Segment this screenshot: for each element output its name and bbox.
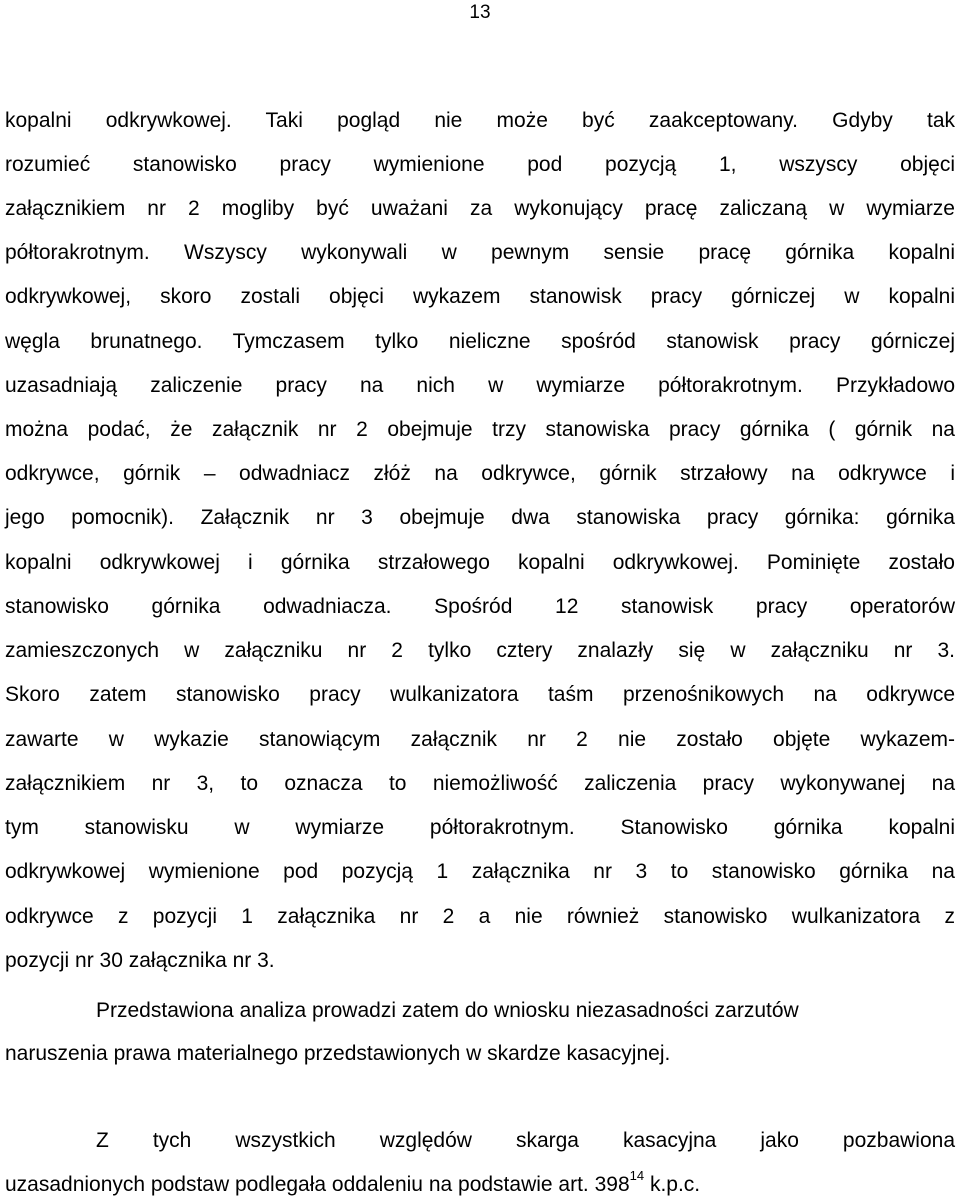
text-line: pozycji nr 30 załącznika nr 3. [5, 949, 275, 972]
text-line: odkrywce, górnik – odwadniacz złóż na odkrywce, górnik strzałowy na odkrywce i [5, 462, 955, 485]
text-line: uzasadniają zaliczenie pracy na nich w wymiarze półtorakrotnym. Przykładowo [5, 374, 955, 397]
text-line: kopalni odkrywkowej. Taki pogląd nie może być zaakceptowany. Gdyby tak [5, 109, 955, 132]
text-line: węgla brunatnego. Tymczasem tylko nieliczne spośród stanowisk pracy górniczej [5, 330, 955, 353]
text-segment: k.p.c. [644, 1173, 701, 1196]
text-line: tym stanowisku w wymiarze półtorakrotnym. Stanowisko górnika kopalni [5, 816, 955, 839]
text-line: załącznikiem nr 3, to oznacza to niemożliwość zaliczenia pracy wykonywanej na [5, 772, 955, 795]
text-line: odkrywkowej wymienione pod pozycją 1 załącznika nr 3 to stanowisko górnika na [5, 860, 955, 883]
superscript: 14 [629, 1168, 645, 1183]
text-line: Przedstawiona analiza prowadzi zatem do wniosku niezasadności zarzutów [96, 999, 799, 1022]
page-number: 13 [469, 2, 491, 23]
text-line: Z tych wszystkich względów skarga kasacyjna jako pozbawiona [96, 1129, 955, 1152]
text-line: zawarte w wykazie stanowiącym załącznik nr 2 nie zostało objęte wykazem- [5, 728, 955, 751]
text-line: stanowisko górnika odwadniacza. Spośród 12 stanowisk pracy operatorów [5, 595, 955, 618]
text-line: załącznikiem nr 2 mogliby być uważani za wykonujący pracę zaliczaną w wymiarze [5, 197, 955, 220]
text-line: półtorakrotnym. Wszyscy wykonywali w pewnym sensie pracę górnika kopalni [5, 241, 955, 264]
text-line [5, 1168, 955, 1198]
text-segment: uzasadnionych podstaw podlegała oddaleniu na podstawie art. 398 [5, 1173, 630, 1196]
text-line: można podać, że załącznik nr 2 obejmuje trzy stanowiska pracy górnika ( górnik na [5, 418, 955, 441]
text-line: jego pomocnik). Załącznik nr 3 obejmuje dwa stanowiska pracy górnika: górnika [5, 506, 955, 529]
text-line: odkrywkowej, skoro zostali objęci wykazem stanowisk pracy górniczej w kopalni [5, 285, 955, 308]
text-line: zamieszczonych w załączniku nr 2 tylko cztery znalazły się w załączniku nr 3. [5, 639, 955, 662]
text-line: odkrywce z pozycji 1 załącznika nr 2 a nie również stanowisko wulkanizatora z [5, 905, 955, 928]
text-line: kopalni odkrywkowej i górnika strzałowego kopalni odkrywkowej. Pominięte zostało [5, 551, 955, 574]
text-line: rozumieć stanowisko pracy wymienione pod pozycją 1, wszyscy objęci [5, 153, 955, 176]
text-line: Skoro zatem stanowisko pracy wulkanizatora taśm przenośnikowych na odkrywce [5, 683, 955, 706]
text-line: naruszenia prawa materialnego przedstawionych w skardze kasacyjnej. [5, 1042, 671, 1065]
